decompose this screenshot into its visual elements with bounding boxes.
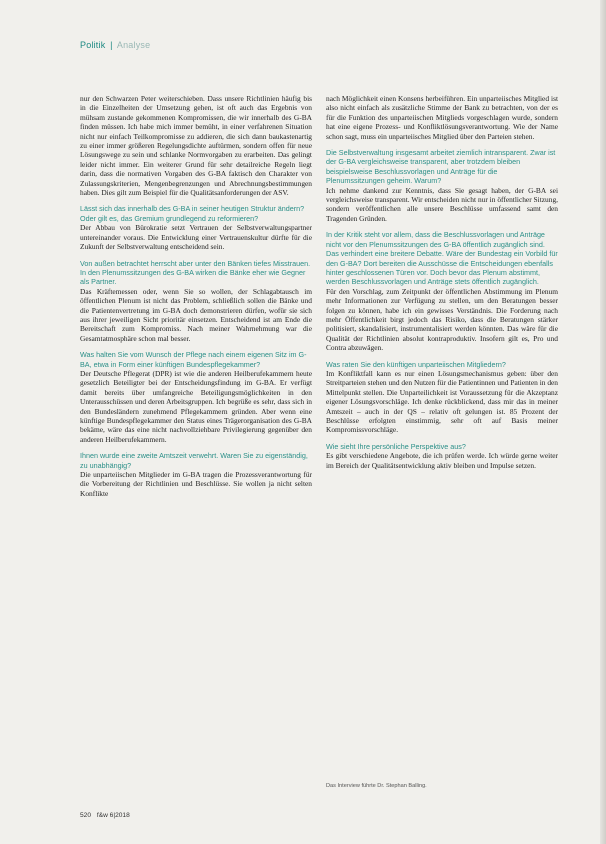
interview-answer: Der Deutsche Pflegerat (DPR) ist wie die anderen Heilberufekammern heute gesetzlich Beteiligter bei der Entscheidungsfindung im G-BA. Er verfügt damit bereits über umfangreiche Beteiligungsmöglichkeiten in den Unterausschüssen und deren Arbeitsgruppen. Ich begrüße es sehr, dass sich in den Bundesländern zunehmend Pflegekammern gründen. Aber wenn eine künftige Bundespflegekammer den Status eines Trägerorganisation des G-BA bekäme, wäre das eine nicht nachvollziehbare Privilegierung gegenüber den anderen Heilberufekammern. [80, 368, 312, 444]
page-number: 520 [80, 812, 92, 819]
interview-question: Wie sieht Ihre persönliche Perspektive aus? [326, 441, 466, 451]
interview-answer: Die unparteiischen Mitglieder im G-BA tragen die Prozessverantwortung für die Vorbereitung der Richtlinien und Beschlüsse. Sie wollen ja nicht selten Konflikte [80, 470, 312, 498]
interview-answer: nur den Schwarzen Peter weiterschieben. Dass unsere Richtlinien häufig bis in die Einzelheiten der Umsetzung gehen, ist oft auch das Ergebnis von mühsam zustande gekommenen Kompromissen, die wir innerhalb des G-BA finden müssen. Ich habe mich immer bemüht, in einer verfahrenen Situation nicht nur einfach Teilkompromisse zu addieren, die sich dann baukastenartig zu einer immer größeren Regelungsdichte auftürmen, sondern offen für neue Lösungswege zu sein und schlanke Normvorgaben zu erarbeiten. Das gelingt leider nicht immer. Ein weiterer Grund für sehr detailreiche Regeln liegt darin, dass die normativen Vorgaben des G-BA faktisch den Charakter von Zulassungskriterien, Mengenbegrenzungen und Abrechnungsbestimmungen haben. Dies gilt zum Beispiel für die Qualitätsanforderungen der ASV. [80, 94, 312, 198]
publication-name: f&w 6|2018 [96, 812, 130, 819]
section-header [80, 40, 150, 50]
interview-credit: Das Interview führte Dr. Stephan Balling. [326, 783, 427, 789]
interview-answer: Der Abbau von Bürokratie setzt Vertrauen der Selbstverwaltungspartner untereinander voraus. Die Entwicklung einer Vertrauenskultur dürfte für die Zukunft der Selbstverwaltung entscheidend sein. [80, 223, 312, 252]
interview-answer: nach Möglichkeit einen Konsens herbeiführen. Ein unparteiisches Mitglied ist also nicht einfach als zusätzliche Stimme der Bank zu betrachten, von der es für die Funktion des unparteiischen Mitglieds vorgeschlagen wurde, sondern hat eine eigene Prozess- und Konfliktlösungsverantwortung. Wie der Name schon sagt, muss ein unparteiisches Mitglied über den Parteien stehen. [326, 94, 558, 141]
interview-question: Ihnen wurde eine zweite Amtszeit verwehrt. Waren Sie zu eigenständig, zu unabhängig? [80, 451, 308, 470]
interview-question: Was raten Sie den künftigen unparteiischen Mitgliedern? [326, 359, 506, 369]
interview-answer: Es gibt verschiedene Angebote, die ich prüfen werde. Ich würde gerne weiter im Bereich der Qualitätsentwicklung aktiv bleiben und Impulse setzen. [326, 451, 558, 470]
interview-answer: Das Kräftemessen oder, wenn Sie so wollen, der Schlagabtausch im öffentlichen Plenum ist nicht das Problem, schließlich sollen die Bänke und die Patientenvertretung im G-BA doch demonstrieren dürfen, wofür sie sich aus ihrer jeweiligen Sicht prioritär einsetzen. Entscheidend ist am Ende die Bereitschaft zum Kompromiss. Nach meiner Wahrnehmung war die Gesamtatmosphäre schon mal besser. [80, 286, 312, 343]
interview-question: In der Kritik steht vor allem, dass die Beschlussvorlagen und Anträge nicht vor den Plenumssitzungen des G-BA öffentlich zugänglich sind. Das verhindert eine breitere Debatte. Wäre der Bundestag ein Vorbild für den G-BA? Dort bereiten die Ausschüsse die Entscheidungen ebenfalls hinter geschlossenen Türen vor. Doch bevor das Plenum abstimmt, werden Beschlussvorlagen und Anträge stets öffentlich zugänglich. [326, 230, 558, 287]
interview-question: Die Selbstverwaltung insgesamt arbeitet ziemlich intransparent. Zwar ist der G-BA vergleichsweise transparent, aber trotzdem bleiben beispielsweise Beschlussvorlagen und Anträge für die Plenumssitzungen geheim. Warum? [326, 148, 556, 186]
interview-question: Was halten Sie vom Wunsch der Pflege nach einem eigenen Sitz im G-BA, etwa in Form einer künftigen Bundespflegekammer? [80, 350, 307, 369]
interview-question: Von außen betrachtet herrscht aber unter den Bänken tiefes Misstrauen. In den Plenumssitzungen des G-BA wirken die Bänke eher wie Gegner als Partner. [80, 258, 311, 287]
right-text-column [326, 94, 558, 474]
page-footer [80, 812, 130, 819]
interview-answer: Im Konfliktfall kann es nur einen Lösungsmechanismus geben: über den Streitparteien stehen und den Nutzen für die Patientinnen und Patienten in den Mittelpunkt stellen. Die Unparteilichkeit ist Voraussetzung für die Akzeptanz eigener Lösungsvorschläge. Ich denke rückblickend, dass mir das in meiner Amtszeit – auch in der QS – relativ oft gelungen ist. 85 Prozent der Beschlüsse erfolgten einstimmig, sehr oft auf Basis meiner Kompromissvorschläge. [326, 368, 558, 435]
interview-question: Lässt sich das innerhalb des G-BA in seiner heutigen Struktur ändern? Oder gilt es, das Gremium grundlegend zu reformieren? [80, 204, 305, 223]
section-label: Politik [80, 40, 106, 50]
interview-answer: Für den Vorschlag, zum Zeitpunkt der öffentlichen Abstimmung im Plenum mehr Informationen zur Verfügung zu stellen, um den Beratungen besser folgen zu können, habe ich ein gewisses Verständnis. Die Forderung nach mehr Öffentlichkeit birgt jedoch das Risiko, dass die Beratungen stärker politisiert, skandalisiert, instrumentalisiert werden könnten. Das wäre für die Qualität der Richtlinien absolut kontraproduktiv. Insofern gilt es, Pro und Contra abzuwägen. [326, 286, 558, 353]
subsection-label: Analyse [116, 40, 151, 50]
page-edge-shadow [600, 0, 606, 844]
interview-answer: Ich nehme dankend zur Kenntnis, dass Sie gesagt haben, der G-BA sei vergleichsweise transparent. Wir entscheiden nicht nur in öffentlicher Sitzung, sondern veröffentlichen alle unsere Beschlüsse umfassend samt den Tragenden Gründen. [326, 185, 558, 223]
left-text-column [80, 94, 312, 502]
section-separator: | [110, 40, 113, 50]
